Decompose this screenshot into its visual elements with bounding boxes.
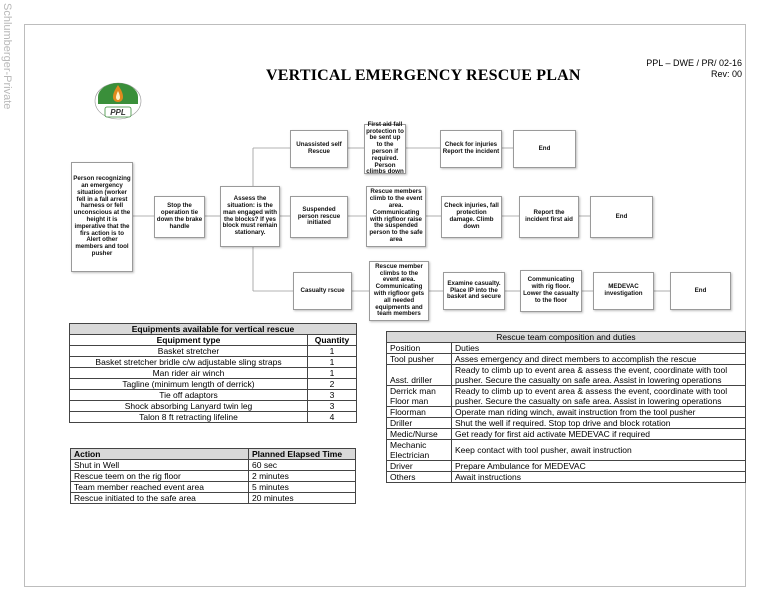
equipment-header-type: Equipment type (70, 335, 308, 346)
elapsed-time-header: Planned Elapsed Time (249, 449, 356, 460)
flow-first-aid: First aid fall protection to be sent up to the person if required. Person climbs down (364, 124, 406, 174)
table-row (387, 429, 746, 440)
flow-suspended-rescue: Suspended person rescue initiated (290, 196, 348, 238)
action-cell: Rescue teem on the rig floor (71, 471, 249, 482)
team-duty: Prepare Ambulance for MEDEVAC (452, 461, 746, 472)
team-header-position: Position (387, 343, 452, 354)
team-position: Medic/Nurse (387, 429, 452, 440)
equipment-type: Talon 8 ft retracting lifeline (70, 412, 308, 423)
flow-assess-situation: Assess the situation: is the man engaged with the blocks? If yes block must remain stationary. (220, 186, 280, 247)
team-duty: Keep contact with tool pusher, await instruction (452, 440, 746, 461)
equipment-quantity: 2 (308, 379, 357, 390)
flow-check-injuries-1: Check for injuries Report the incident (440, 130, 502, 168)
action-cell: Shut in Well (71, 460, 249, 471)
team-position: Tool pusher (387, 354, 452, 365)
table-row (71, 482, 356, 493)
side-classification-label: Schlumberger-Private (1, 3, 13, 110)
team-duty: Ready to climb up to event area & assess the event, coordinate with tool pusher. Secure the casualty on safe area. Assist in lowering operations (452, 365, 746, 386)
equipment-quantity: 4 (308, 412, 357, 423)
flow-end-1: End (513, 130, 576, 168)
team-duty: Ready to climb up to event area & assess the event, coordinate with tool pusher. Secure the casualty on safe area. Assist in lowering operations (452, 386, 746, 407)
doc-revision: Rev: 00 (710, 69, 742, 79)
equipment-type: Man rider air winch (70, 368, 308, 379)
flow-communicating-lower: Communicating with rig floor. Lower the casualty to the floor (520, 270, 582, 312)
flow-stop-operation: Stop the operation tie down the brake handle (154, 196, 205, 238)
time-cell: 2 minutes (249, 471, 356, 482)
flow-medevac: MEDEVAC investigation (593, 272, 654, 310)
team-duty: Shut the well if required. Stop top drive and block rotation (452, 418, 746, 429)
equipment-quantity: 1 (308, 368, 357, 379)
page-title: VERTICAL EMERGENCY RESCUE PLAN (266, 67, 581, 84)
table-row (387, 472, 746, 483)
rescue-team-table (386, 331, 746, 483)
equipment-header-quantity: Quantity (308, 335, 357, 346)
table-row (387, 407, 746, 418)
equipment-type: Tie off adaptors (70, 390, 308, 401)
flow-end-2: End (590, 196, 653, 238)
team-position: Asst. driller (387, 365, 452, 386)
table-row (387, 386, 746, 407)
equipment-quantity: 1 (308, 346, 357, 357)
table-row (387, 418, 746, 429)
action-cell: Team member reached event area (71, 482, 249, 493)
equipment-quantity: 1 (308, 357, 357, 368)
flow-examine-casualty: Examine casualty. Place IP into the basket and secure (443, 272, 505, 310)
team-duty: Operate man riding winch, await instruction from the tool pusher (452, 407, 746, 418)
table-row (387, 440, 746, 461)
equipment-type: Shock absorbing Lanyard twin leg (70, 401, 308, 412)
action-cell: Rescue initiated to the safe area (71, 493, 249, 504)
equipment-table-caption: Equipments available for vertical rescue (70, 324, 357, 335)
logo-text: PPL (110, 108, 126, 117)
time-cell: 5 minutes (249, 482, 356, 493)
flow-rescue-members-2: Rescue member climbs to the event area. Communicating with rigfloor gets all needed equipments and team members (369, 261, 429, 321)
team-duty: Await instructions (452, 472, 746, 483)
team-position: Floorman (387, 407, 452, 418)
flow-rescue-members-1: Rescue members climb to the event area. Communicating with rigfloor raise the suspended person to the safe area (366, 186, 426, 247)
time-cell: 20 minutes (249, 493, 356, 504)
action-time-table (70, 448, 356, 504)
equipment-type: Basket stretcher (70, 346, 308, 357)
table-row (71, 460, 356, 471)
flow-unassisted-rescue: Unassisted self Rescue (290, 130, 348, 168)
equipment-quantity: 3 (308, 401, 357, 412)
flow-casualty-rescue: Casualty rscue (293, 272, 352, 310)
team-duty: Get ready for first aid activate MEDEVAC if required (452, 429, 746, 440)
team-duty: Asses emergency and direct members to accomplish the rescue (452, 354, 746, 365)
table-row (70, 412, 357, 423)
team-position: Driller (387, 418, 452, 429)
table-row (70, 357, 357, 368)
flow-report-first-aid: Report the incident first aid (519, 196, 579, 238)
equipment-quantity: 3 (308, 390, 357, 401)
team-header-duties: Duties (452, 343, 746, 354)
doc-ref-number: PPL – DWE / PR/ 02-16 (646, 58, 742, 68)
table-row (71, 471, 356, 482)
table-row (70, 379, 357, 390)
team-position: Driver (387, 461, 452, 472)
table-row (387, 354, 746, 365)
flow-person-recognizing: Person recognizing an emergency situation (worker fell in a fall arrest harness or fell unconscious at the height it is imperative that the firs action is to Alert other members and tool pusher (71, 162, 133, 272)
flow-end-3: End (670, 272, 731, 310)
table-row (387, 461, 746, 472)
table-row (70, 346, 357, 357)
team-position: Others (387, 472, 452, 483)
equipment-table (69, 323, 357, 423)
equipment-type: Tagline (minimum length of derrick) (70, 379, 308, 390)
flow-check-injuries-2: Check injuries, fall protection damage. Climb down (441, 196, 502, 238)
equipment-type: Basket stretcher bridle c/w adjustable sling straps (70, 357, 308, 368)
rescue-team-caption: Rescue team composition and duties (387, 332, 746, 343)
table-row (70, 390, 357, 401)
table-row (70, 401, 357, 412)
table-row (387, 365, 746, 386)
team-position: Mechanic Electrician (387, 440, 452, 461)
action-header: Action (71, 449, 249, 460)
table-row (70, 368, 357, 379)
table-row (71, 493, 356, 504)
time-cell: 60 sec (249, 460, 356, 471)
team-position: Derrick man Floor man (387, 386, 452, 407)
